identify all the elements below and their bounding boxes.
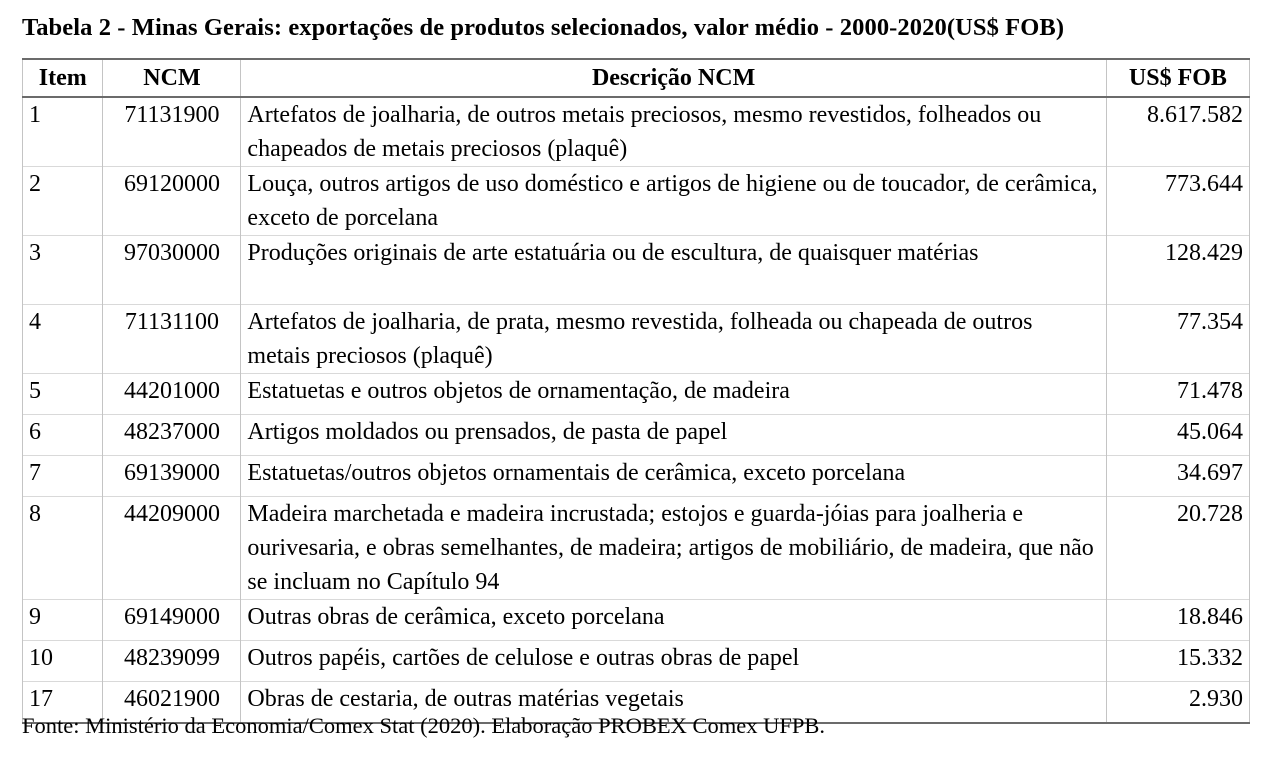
cell-item: 3 [23, 236, 103, 305]
table-row [23, 456, 1250, 497]
cell-value: 71.478 [1106, 374, 1249, 415]
cell-description: Outros papéis, cartões de celulose e outras obras de papel [241, 641, 1106, 682]
cell-description: Obras de cestaria, de outras matérias vegetais [241, 682, 1106, 724]
cell-description: Estatuetas e outros objetos de ornamentação, de madeira [241, 374, 1106, 415]
cell-item: 8 [23, 497, 103, 600]
exports-table [22, 58, 1250, 724]
cell-ncm: 46021900 [103, 682, 241, 724]
cell-value: 128.429 [1106, 236, 1249, 305]
cell-value: 20.728 [1106, 497, 1249, 600]
cell-ncm: 71131100 [103, 305, 241, 374]
cell-item: 1 [23, 97, 103, 167]
cell-ncm: 48237000 [103, 415, 241, 456]
cell-item: 17 [23, 682, 103, 724]
cell-value: 77.354 [1106, 305, 1249, 374]
cell-value: 8.617.582 [1106, 97, 1249, 167]
cell-item: 4 [23, 305, 103, 374]
header-value: US$ FOB [1106, 59, 1249, 97]
table-row [23, 305, 1250, 374]
cell-description: Madeira marchetada e madeira incrustada; estojos e guarda-jóias para joalheria e ourivesaria, e obras semelhantes, de madeira; artigos de mobiliário, de madeira, que não se incluam no Capítulo 94 [241, 497, 1106, 600]
table-row [23, 374, 1250, 415]
cell-value: 45.064 [1106, 415, 1249, 456]
cell-value: 15.332 [1106, 641, 1249, 682]
cell-ncm: 44209000 [103, 497, 241, 600]
cell-item: 7 [23, 456, 103, 497]
cell-description: Artigos moldados ou prensados, de pasta de papel [241, 415, 1106, 456]
cell-ncm: 71131900 [103, 97, 241, 167]
cell-value: 34.697 [1106, 456, 1249, 497]
cell-item: 9 [23, 600, 103, 641]
cell-item: 10 [23, 641, 103, 682]
header-description: Descrição NCM [241, 59, 1106, 97]
header-row [23, 59, 1250, 97]
table-row [23, 97, 1250, 167]
cell-ncm: 44201000 [103, 374, 241, 415]
cell-description: Artefatos de joalharia, de prata, mesmo revestida, folheada ou chapeada de outros metais preciosos (plaquê) [241, 305, 1106, 374]
table-row [23, 236, 1250, 305]
cell-value: 2.930 [1106, 682, 1249, 724]
cell-description: Louça, outros artigos de uso doméstico e artigos de higiene ou de toucador, de cerâmica, exceto de porcelana [241, 167, 1106, 236]
table-row [23, 641, 1250, 682]
cell-value: 18.846 [1106, 600, 1249, 641]
table-title: Tabela 2 - Minas Gerais: exportações de produtos selecionados, valor médio - 2000-2020(US$ FOB) [22, 14, 1065, 41]
cell-description: Estatuetas/outros objetos ornamentais de cerâmica, exceto porcelana [241, 456, 1106, 497]
cell-ncm: 69149000 [103, 600, 241, 641]
header-ncm: NCM [103, 59, 241, 97]
cell-description: Outras obras de cerâmica, exceto porcelana [241, 600, 1106, 641]
cell-ncm: 97030000 [103, 236, 241, 305]
header-item: Item [23, 59, 103, 97]
cell-description: Produções originais de arte estatuária ou de escultura, de quaisquer matérias [241, 236, 1106, 305]
cell-item: 2 [23, 167, 103, 236]
table-row [23, 600, 1250, 641]
table-row [23, 167, 1250, 236]
table-row [23, 497, 1250, 600]
cell-ncm: 69120000 [103, 167, 241, 236]
cell-ncm: 69139000 [103, 456, 241, 497]
source-note: Fonte: Ministério da Economia/Comex Stat (2020). Elaboração PROBEX Comex UFPB. [22, 713, 826, 738]
cell-item: 5 [23, 374, 103, 415]
cell-item: 6 [23, 415, 103, 456]
cell-value: 773.644 [1106, 167, 1249, 236]
cell-description: Artefatos de joalharia, de outros metais preciosos, mesmo revestidos, folheados ou chapeados de metais preciosos (plaquê) [241, 97, 1106, 167]
cell-ncm: 48239099 [103, 641, 241, 682]
table-row [23, 415, 1250, 456]
